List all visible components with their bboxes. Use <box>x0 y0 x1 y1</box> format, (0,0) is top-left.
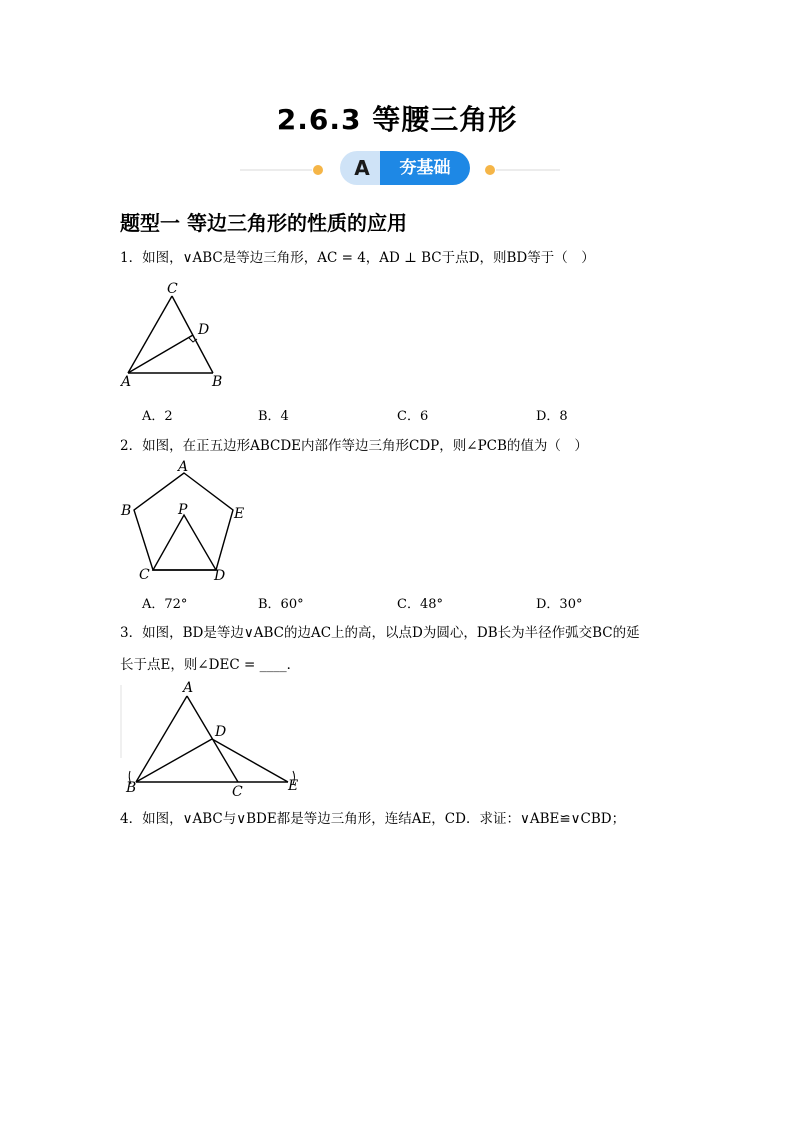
q2-option-b: B．60° <box>258 597 304 612</box>
q1-option-d: D．8 <box>536 409 568 424</box>
page-title: 2.6.3 等腰三角形 <box>276 103 518 136</box>
q2-option-d: D．30° <box>536 597 583 612</box>
q2-option-c: C．48° <box>397 597 443 612</box>
label-c: C <box>167 281 178 297</box>
question-3-text-line1: 3．如图，BD是等边∨ABC的边AC上的高，以点D为圆心，DB长为半径作弧交BC的延 <box>120 625 640 641</box>
question-4-text: 4．如图，∨ABC与∨BDE都是等边三角形，连结AE，CD．求证：∨ABE≌∨CBD； <box>120 811 626 827</box>
label-p: P <box>178 502 188 518</box>
label-a: A <box>178 459 189 475</box>
label-a: A <box>121 374 132 390</box>
label-e: E <box>234 506 245 522</box>
question-2-text: 2．如图，在正五边形ABCDE内部作等边三角形CDP，则∠PCB的值为（ ） <box>120 438 588 454</box>
badge-text: 夯基础 <box>380 151 470 185</box>
label-b: B <box>121 503 132 519</box>
q1-option-c: C．6 <box>397 409 429 424</box>
section-heading: 题型一 等边三角形的性质的应用 <box>120 211 407 235</box>
dot-icon <box>313 165 323 175</box>
q1-option-a: A．2 <box>142 409 173 424</box>
label-c: C <box>139 567 150 583</box>
label-e: E <box>288 778 299 794</box>
q1-option-b: B．4 <box>258 409 289 424</box>
question-3-text-line2: 长于点E，则∠DEC = ____． <box>120 657 301 673</box>
level-badge <box>340 151 470 185</box>
label-b: B <box>126 780 137 796</box>
label-a: A <box>183 680 194 696</box>
badge-letter: A <box>340 151 384 185</box>
question-2-figure <box>118 458 258 586</box>
label-c: C <box>232 784 243 798</box>
q2-option-a: A．72° <box>142 597 188 612</box>
dot-icon <box>485 165 495 175</box>
question-1-figure <box>118 278 238 393</box>
label-d: D <box>214 568 226 584</box>
question-1-text: 1．如图，∨ABC是等边三角形，AC = 4，AD ⊥ BC于点D，则BD等于（ ） <box>120 250 595 266</box>
label-d: D <box>215 724 227 740</box>
label-d: D <box>198 322 210 338</box>
question-3-figure <box>118 680 318 798</box>
label-b: B <box>212 374 223 390</box>
